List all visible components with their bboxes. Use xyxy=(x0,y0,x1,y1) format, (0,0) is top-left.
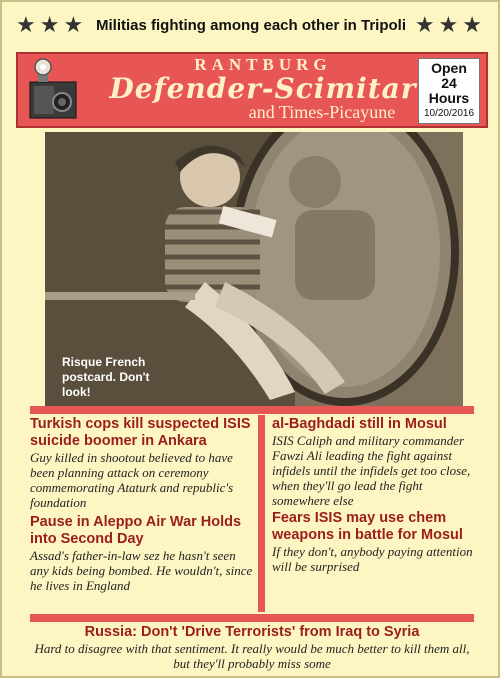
masthead-subtitle: and Times-Picayune xyxy=(248,102,396,122)
story-turkish-cops-body: Guy killed in shootout believed to have been planning attack on ceremony commemorating Ataturk and republic's foundation xyxy=(30,450,234,510)
edition-date: 10/20/2016 xyxy=(423,108,475,119)
story-russia-body: Hard to disagree with that sentiment. It really would be much better to kill them all, but they'll probably miss some xyxy=(34,641,470,671)
stars-left-icon: ★★★ xyxy=(16,12,88,38)
open-hours: 24 xyxy=(441,75,457,91)
story-aleppo-body: Assad's father-in-law sez he hasn't seen any kids being bombed. He wouldn't, since he lives in England xyxy=(30,548,253,593)
top-banner xyxy=(2,2,500,48)
masthead[interactable] xyxy=(16,52,488,128)
story-chem-weapons-headline[interactable]: Fears ISIS may use chem weapons in battle for Mosul xyxy=(272,510,463,543)
column-divider xyxy=(258,415,265,612)
photo-caption: Risque French postcard. Don't look! xyxy=(62,355,150,399)
divider-bottom xyxy=(30,614,474,622)
story-aleppo-headline[interactable]: Pause in Aleppo Air War Holds into Second Day xyxy=(30,514,242,547)
story-turkish-cops-headline[interactable]: Turkish cops kill suspected ISIS suicide boomer in Ankara xyxy=(30,416,251,449)
top-headline-link[interactable]: Militias fighting among each other in Tripoli xyxy=(95,16,406,34)
masthead-title: Defender-Scimitar xyxy=(109,72,417,105)
open-label: Open xyxy=(431,60,467,76)
left-column xyxy=(30,416,254,593)
stars-right-icon: ★★★ xyxy=(414,12,486,38)
story-russia-headline[interactable]: Russia: Don't 'Drive Terrorists' from Iraq to Syria xyxy=(84,624,420,640)
story-baghdadi-body: ISIS Caliph and military commander Fawzi Ali leading the fight against infidels until the infidels get too close, when they'll go lead the fight somewhere else xyxy=(272,433,471,508)
bottom-story xyxy=(30,624,474,671)
divider-top xyxy=(30,406,474,414)
story-baghdadi-headline[interactable]: al-Baghdadi still in Mosul xyxy=(272,416,447,432)
story-chem-weapons-body: If they don't, anybody paying attention will be surprised xyxy=(272,544,473,574)
right-column xyxy=(272,416,478,574)
open-hours-box xyxy=(418,58,480,124)
hours-label: Hours xyxy=(428,90,470,106)
masthead-rantburg: RANTBURG xyxy=(194,55,332,74)
camera-icon xyxy=(24,58,84,124)
